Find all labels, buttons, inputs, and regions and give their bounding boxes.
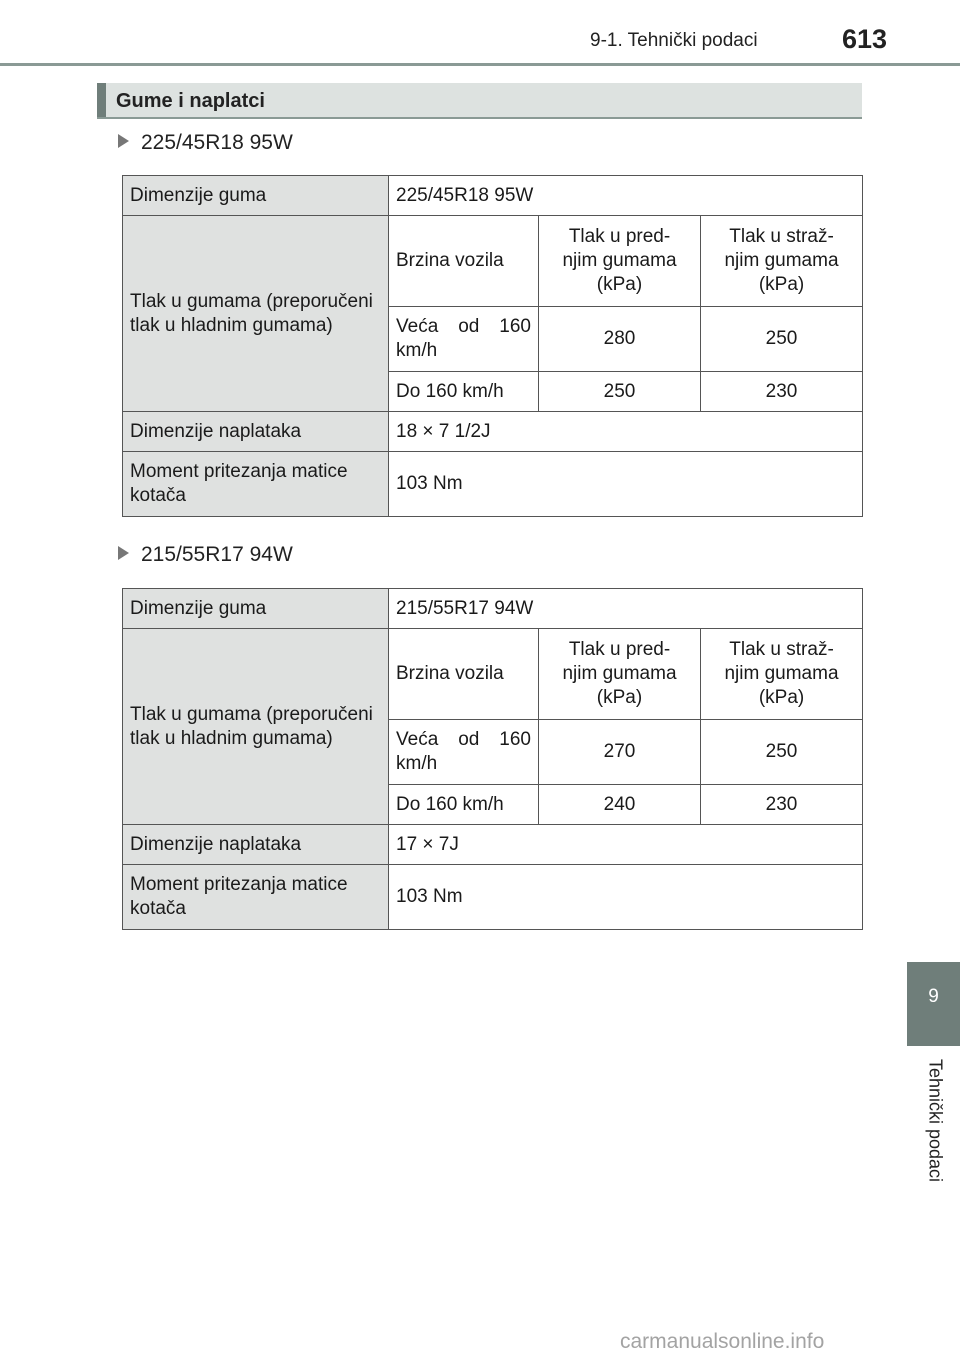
table-row — [123, 412, 863, 452]
watermark-text: carmanualsonline.info — [620, 1330, 825, 1353]
rear-pressure-header: Tlak u straž- njim gumama (kPa) — [701, 216, 863, 307]
front-pressure-value: 240 — [539, 785, 701, 825]
torque-label: Moment pritezanja matice kotača — [123, 865, 389, 930]
speed-cell: Do 160 km/h — [389, 785, 539, 825]
rear-pressure-value: 250 — [701, 720, 863, 785]
tire-size-value: 225/45R18 95W — [389, 176, 863, 216]
triangle-bullet-icon — [118, 134, 129, 148]
table-row — [123, 865, 863, 930]
speed-header: Brzina vozila — [389, 216, 539, 307]
front-pressure-value: 280 — [539, 307, 701, 372]
front-pressure-value: 270 — [539, 720, 701, 785]
tire-variant-heading — [118, 543, 293, 567]
header-section-title: 9-1. Tehnički podaci — [590, 30, 758, 51]
chapter-tab-label: Tehnički podaci — [925, 1058, 946, 1183]
page-number: 613 — [842, 24, 888, 54]
pressure-label: Tlak u gumama (preporučeni tlak u hladnim gumama) — [123, 629, 389, 825]
table-row — [123, 825, 863, 865]
tire-size-label: Dimenzije guma — [123, 176, 389, 216]
speed-cell: Veća od 160 km/h — [389, 720, 539, 785]
tire-spec-table — [122, 175, 863, 517]
rear-pressure-value: 230 — [701, 372, 863, 412]
section-heading-bar — [97, 83, 862, 119]
header-divider — [0, 63, 960, 66]
table-row — [123, 629, 863, 720]
table-row — [123, 452, 863, 517]
table-row — [123, 589, 863, 629]
rear-pressure-value: 250 — [701, 307, 863, 372]
front-pressure-header: Tlak u pred- njim gumama (kPa) — [539, 216, 701, 307]
tire-variant-label: 215/55R17 94W — [141, 543, 293, 566]
triangle-bullet-icon — [118, 546, 129, 560]
speed-cell: Do 160 km/h — [389, 372, 539, 412]
front-pressure-value: 250 — [539, 372, 701, 412]
rim-size-label: Dimenzije naplataka — [123, 412, 389, 452]
tire-variant-heading — [118, 131, 293, 155]
section-accent — [97, 83, 106, 117]
table-row — [123, 216, 863, 307]
tire-variant-label: 225/45R18 95W — [141, 131, 293, 154]
pressure-label: Tlak u gumama (preporučeni tlak u hladnim gumama) — [123, 216, 389, 412]
rim-size-value: 17 × 7J — [389, 825, 863, 865]
rear-pressure-header: Tlak u straž- njim gumama (kPa) — [701, 629, 863, 720]
rear-pressure-value: 230 — [701, 785, 863, 825]
tire-size-label: Dimenzije guma — [123, 589, 389, 629]
speed-cell: Veća od 160 km/h — [389, 307, 539, 372]
table-row — [123, 176, 863, 216]
rim-size-label: Dimenzije naplataka — [123, 825, 389, 865]
chapter-tab[interactable]: 9 — [907, 962, 960, 1046]
torque-label: Moment pritezanja matice kotača — [123, 452, 389, 517]
tire-size-value: 215/55R17 94W — [389, 589, 863, 629]
front-pressure-header: Tlak u pred- njim gumama (kPa) — [539, 629, 701, 720]
tire-spec-table — [122, 588, 863, 930]
rim-size-value: 18 × 7 1/2J — [389, 412, 863, 452]
torque-value: 103 Nm — [389, 865, 863, 930]
speed-header: Brzina vozila — [389, 629, 539, 720]
section-title: Gume i naplatci — [116, 90, 265, 112]
torque-value: 103 Nm — [389, 452, 863, 517]
